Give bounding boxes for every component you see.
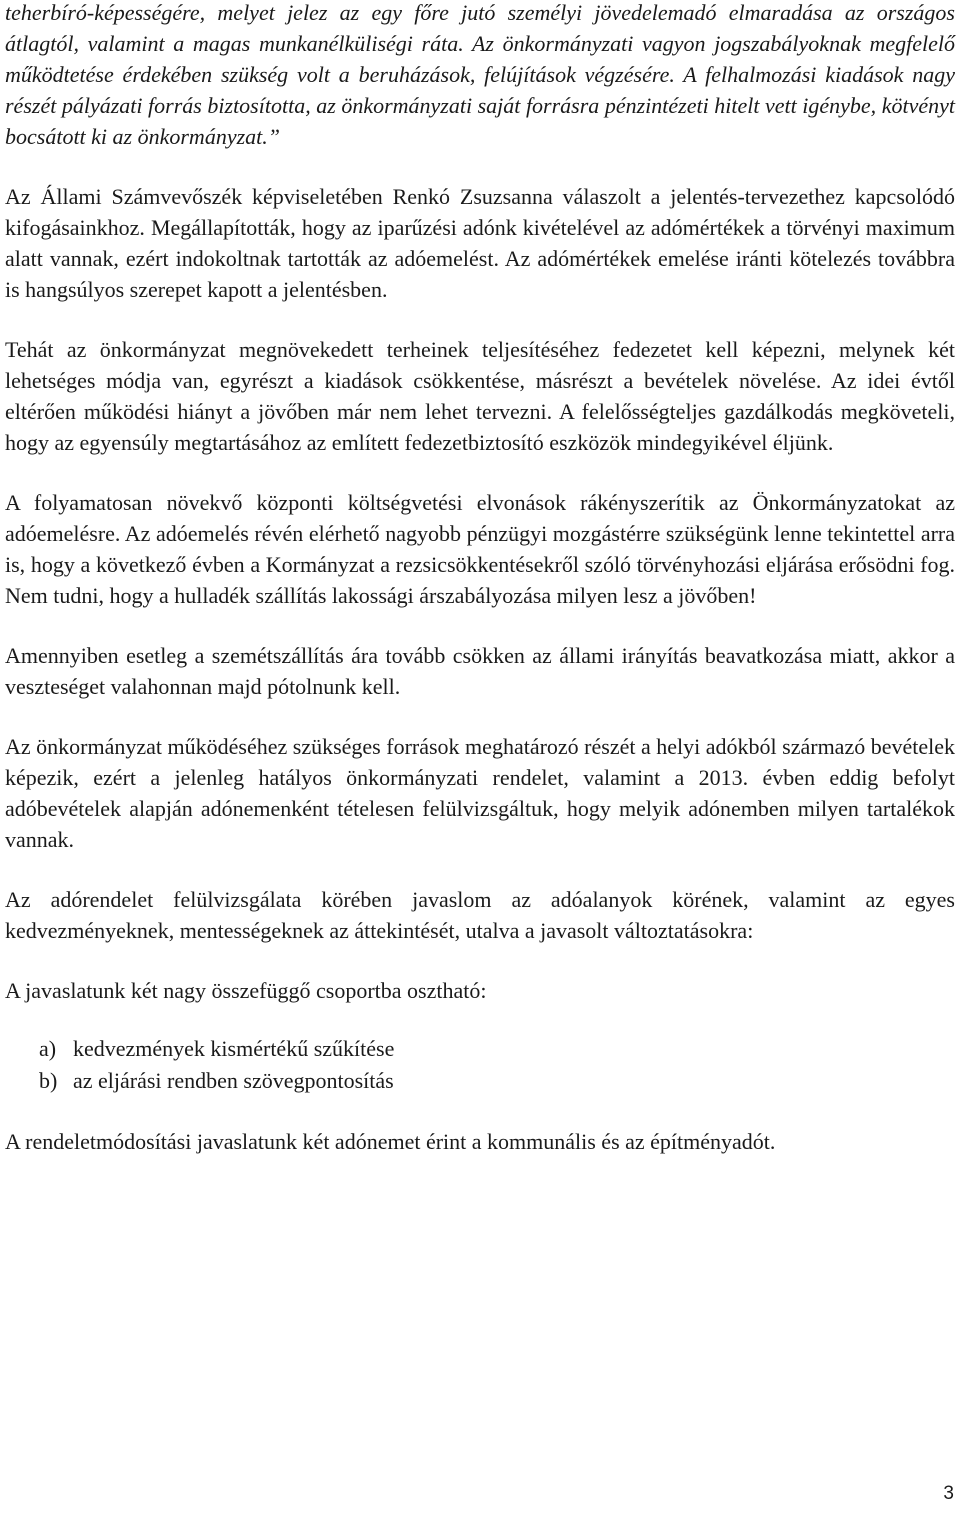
document-page xyxy=(5,0,955,1157)
proposal-list xyxy=(5,1033,955,1097)
paragraph-tax-regulation-review: Az adórendelet felülvizsgálata körében javaslom az adóalanyok körének, valamint az egyes kedvezményeknek, mentességeknek az áttekintését, utalva a javasolt változtatásokra: xyxy=(5,887,955,943)
list-marker: b) xyxy=(39,1068,58,1093)
paragraph-proposal-groups: A javaslatunk két nagy összefüggő csoportba osztható: xyxy=(5,978,487,1003)
list-item-text: az eljárási rendben szövegpontosítás xyxy=(73,1068,394,1093)
list-item xyxy=(5,1065,955,1097)
paragraph-regulation-amendment: A rendeletmódosítási javaslatunk két adónemet érint a kommunális és az építményadót. xyxy=(5,1129,776,1154)
paragraph-waste-transport: Amennyiben esetleg a szemétszállítás ára tovább csökken az állami irányítás beavatkozása miatt, akkor a veszteséget valahonnan majd pótolnunk kell. xyxy=(5,643,955,699)
list-marker: a) xyxy=(39,1036,57,1061)
italic-quoted-paragraph: teherbíró-képességére, melyet jelez az egy főre jutó személyi jövedelemadó elmaradása az országos átlagtól, valamint a magas munkanélküliségi ráta. Az önkormányzati vagyon jogszabályoknak megfelelő működtetése érdekében szükség volt a beruházások, felújítások végzésére. A felhalmozási kiadások nagy részét pályázati forrás biztosította, az önkormányzati saját forrásra pénzintézeti hitelt vett igénybe, kötvényt bocsátott ki az önkormányzat.” xyxy=(5,0,955,149)
list-item xyxy=(5,1033,955,1065)
list-item-text: kedvezmények kismértékű szűkítése xyxy=(73,1036,395,1061)
paragraph-local-taxes: Az önkormányzat működéséhez szükséges források meghatározó részét a helyi adókból származó bevételek képezik, ezért a jelenleg hatályos önkormányzati rendelet, valamint a 2013. évben eddig befolyt adóbevételek alapján adónemenként tételesen felülvizsgáltuk, hogy melyik adónemben milyen tartalékok vannak. xyxy=(5,734,955,852)
paragraph-central-budget: A folyamatosan növekvő központi költségvetési elvonások rákényszerítik az Önkormányzatokat az adóemelésre. Az adóemelés révén elérhető nagyobb pénzügyi mozgástérre szükségünk lenne tekintettel arra is, hogy a következő évben a Kormányzat a rezsicsökkentésekről szóló törvényhozási eljárása erősödni fog. Nem tudni, hogy a hulladék szállítás lakossági árszabályozása milyen lesz a jövőben! xyxy=(5,490,955,608)
page-number: 3 xyxy=(943,1483,954,1504)
paragraph-financial-coverage: Tehát az önkormányzat megnövekedett terheinek teljesítéséhez fedezetet kell képezni, melynek két lehetséges módja van, egyrészt a kiadások csökkentése, másrészt a bevételek növelése. Az idei évtől eltérően működési hiányt a jövőben már nem lehet tervezni. A felelősségteljes gazdálkodás megköveteli, hogy az egyensúly megtartásához az említett fedezetbiztosító eszközök mindegyikével éljünk. xyxy=(5,337,955,455)
paragraph-state-audit-office: Az Állami Számvevőszék képviseletében Renkó Zsuzsanna válaszolt a jelentés-tervezethez kapcsolódó kifogásainkhoz. Megállapították, hogy az iparűzési adónk kivételével az adómértékek a törvényi maximum alatt vannak, ezért indokoltnak tartották az adóemelést. Az adómértékek emelése iránti kötelezés továbbra is hangsúlyos szerepet kapott a jelentésben. xyxy=(5,184,955,302)
